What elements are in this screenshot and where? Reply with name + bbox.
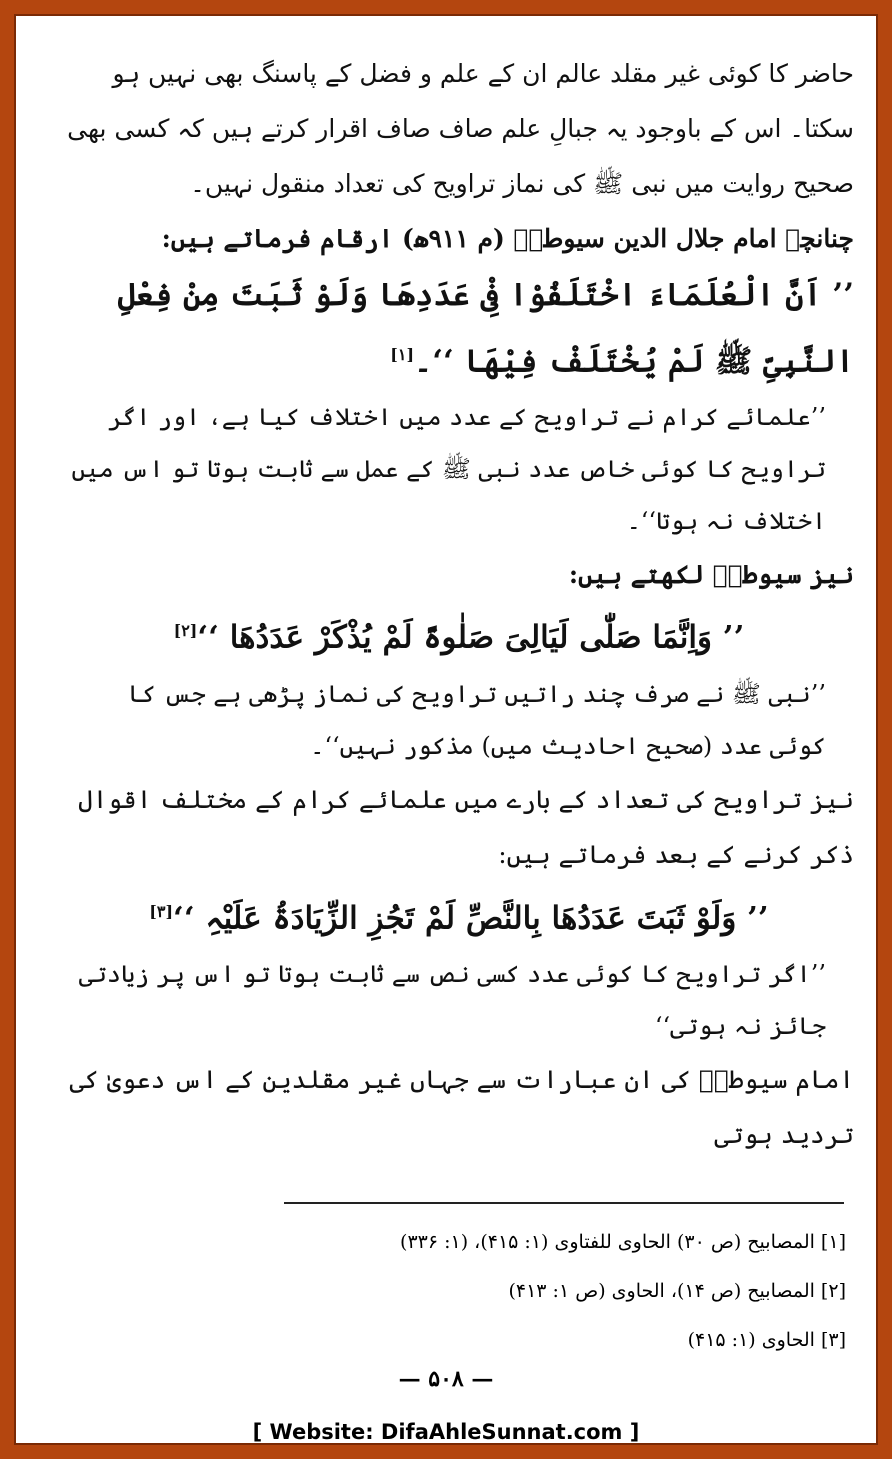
footnote-ref-2: [۲] — [173, 621, 198, 641]
page-number: — ۵۰۸ — — [398, 1366, 494, 1392]
translation-3: ’’اگر تراویح کا کوئی عدد کسی نص سے ثابت ہوتا تو اس پر زیادتی جائز نہ ہوتی‘‘ — [78, 959, 826, 1040]
footnote-2: [۲] المصابیح (ص ۱۴)، الحاوی (ص ۱: ۴۱۳) — [508, 1280, 846, 1302]
arabic-quote-2: ’’ وَاِنَّمَا صَلّٰی لَیَالِیَ صَلٰوۃً لَمْ یُذْکَرْ عَدَدُھَا ‘‘[۲] — [173, 619, 745, 656]
main-text — [64, 46, 854, 1162]
page-frame — [14, 14, 878, 1445]
translation-2: ’’نبی ﷺ نے صرف چند راتیں تراویح کی نماز پڑھی ہے جس کا کوئی عدد (صحیح احادیث میں) مذکور نہیں‘‘۔ — [127, 679, 826, 760]
footnotes — [76, 1218, 846, 1365]
translation-1: ’’علمائے کرام نے تراویح کے عدد میں اختلاف کیا ہے، اور اگر تراویح کا کوئی خاص عدد نبی ﷺ کے عمل سے ثابت ہوتا تو اس میں اختلاف نہ ہوتا‘‘۔ — [71, 403, 826, 536]
paragraph-closing: امام سیوطیؒ کی ان عبارات سے جہاں غیر مقلدین کے اس دعویٰ کی تردید ہوتی — [69, 1064, 854, 1149]
paragraph-suyuti-quote-intro: چنانچہ امام جلال الدین سیوطیؒ (م ۹۱۱ھ) ارقام فرماتے ہیں: — [161, 224, 854, 253]
arabic-quote-3: ’’ وَلَوْ ثَبَتَ عَدَدُھَا بِالنَّصِّ لَمْ تَجُزِ الزِّیَادَۃُ عَلَیْہِ ‘‘[۳] — [149, 899, 769, 936]
website-link[interactable]: [ Website: DifaAhleSunnat.com ] — [252, 1420, 640, 1444]
paragraph-intro: حاضر کا کوئی غیر مقلد عالم ان کے علم و فضل کے پاسنگ بھی نہیں ہو سکتا۔ اس کے باوجود یہ جبالِ علم صاف صاف اقرار کرتے ہیں کہ کسی بھی صحیح روایت میں نبی ﷺ کی نماز تراویح کی تعداد منقول نہیں۔ — [67, 59, 854, 198]
paragraph-suyuti-writes: نیز سیوطیؒ لکھتے ہیں: — [568, 560, 854, 590]
footnote-1: [۱] المصابیح (ص ۳۰) الحاوی للفتاوی (۱: ۴۱۵)، (۱: ۳۳۶) — [400, 1231, 846, 1253]
footnote-ref-3: [۳] — [149, 901, 174, 921]
arabic-quote-1: ’’ اَنَّ الْعُلَمَاءَ اخْتَلَفُوْا فِیْ عَدَدِھَا وَلَوْ ثَبَتَ مِنْ فِعْلِ النَّبِیِّ ﷺ لَمْ یُخْتَلَفْ فِیْھَا ‘‘۔[۱] — [117, 277, 854, 380]
footnote-3: [۳] الحاوی (۱: ۴۱۵) — [687, 1329, 846, 1351]
footnote-ref-1: [۱] — [390, 345, 415, 364]
footnote-separator — [284, 1202, 844, 1204]
paragraph-various-opinions: نیز تراویح کی تعداد کے بارے میں علمائے کرام کے مختلف اقوال ذکر کرنے کے بعد فرماتے ہیں: — [78, 784, 854, 869]
